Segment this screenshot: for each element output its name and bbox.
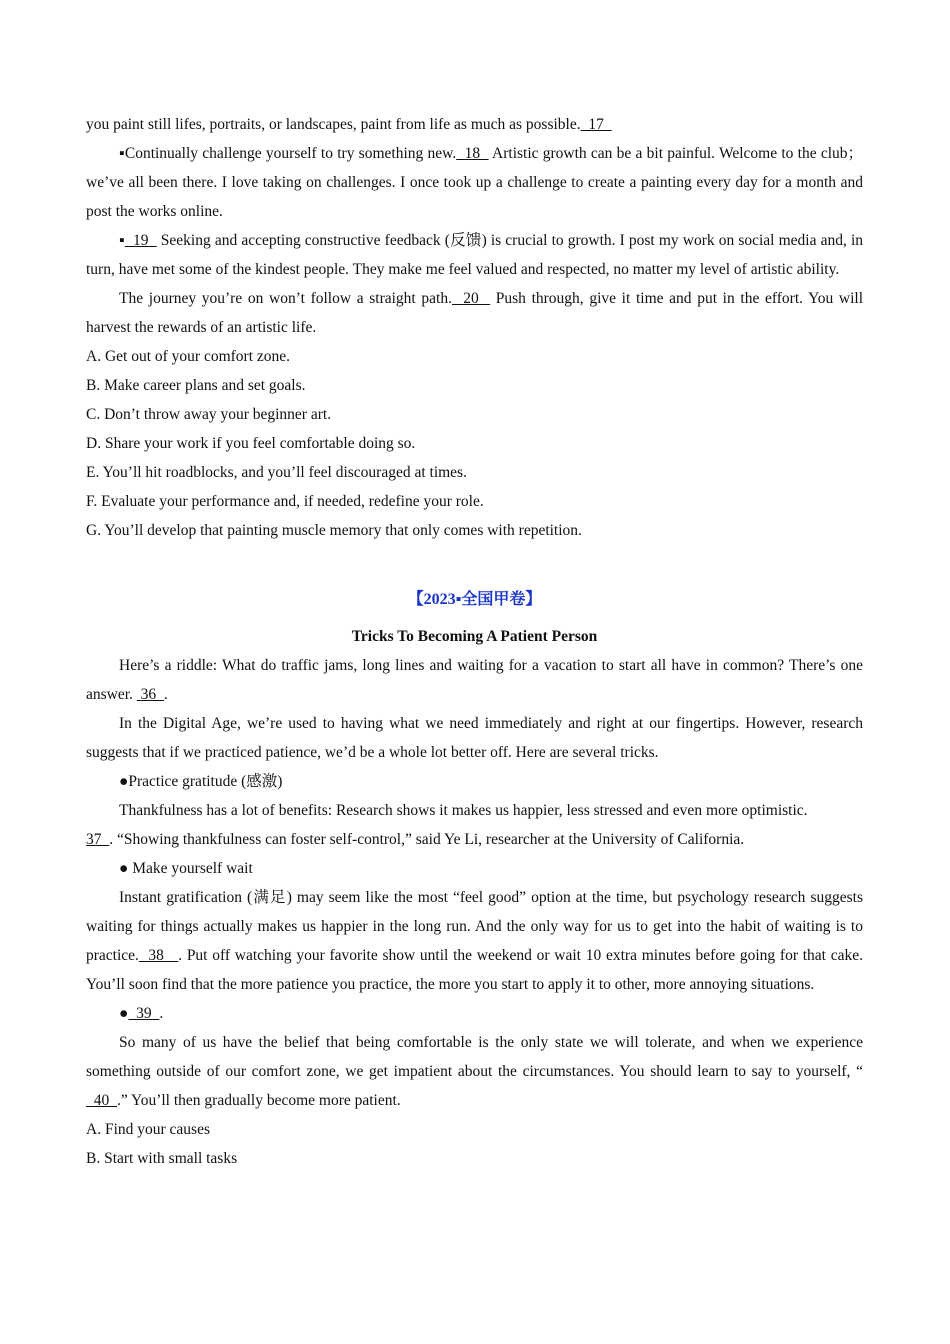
paragraph-text: ▪Continually challenge yourself to try something new. [119, 145, 457, 162]
section-gap [86, 545, 863, 585]
option-b: B. Make career plans and set goals. [86, 377, 306, 394]
paragraph-feedback [86, 226, 863, 284]
paragraph-riddle [86, 651, 863, 709]
paragraph-text: . Put off watching your favorite show until the weekend or wait 10 extra minutes before going for that cake. You’ll soon find that the more patience you practice, the more you start to apply it to other, more annoying situations. [86, 947, 864, 993]
blank-19: 19 [124, 232, 157, 249]
bullet-make-yourself-wait: ● Make yourself wait [119, 860, 253, 877]
blank-20: 20 [451, 290, 491, 307]
paragraph-text: Here’s a riddle: What do traffic jams, long lines and waiting for a vacation to start all have in common? There’s one answer. [86, 657, 863, 703]
passage-title: Tricks To Becoming A Patient Person [351, 628, 598, 645]
bullet-39 [86, 999, 863, 1028]
paragraph-text: Artistic growth can be a bit painful. Welcome to the club；we’ve all been there. I love taking on challenges. I once took up a challenge to create a painting every day for a month and post the works online. [86, 145, 864, 220]
bullet-marker: ▪ [119, 232, 125, 249]
blank-40: 40 [86, 1092, 117, 1109]
option-f: F. Evaluate your performance and, if needed, redefine your role. [86, 493, 484, 510]
paragraph-text: Instant gratification (满足) may seem like the most “feel good” option at the time, but psychology research suggests waiting for things actually makes us happier in the long run. And the only way for us to get into the habit of waiting is to practice. [86, 889, 863, 964]
bullet-gratitude: ●Practice gratitude (感激) [119, 773, 283, 790]
option-d: D. Share your work if you feel comfortable doing so. [86, 435, 416, 452]
option-b: B. Start with small tasks [86, 1150, 238, 1167]
blank-39: 39 [128, 1005, 160, 1022]
paragraph-digital-age: In the Digital Age, we’re used to having what we need immediately and right at our fingertips. However, research suggests that if we practiced patience, we’d be a whole lot better off. Here are several tricks. [86, 715, 863, 761]
paragraph-text: The journey you’re on won’t follow a straight path. [119, 290, 452, 307]
paragraph-text: Push through, give it time and put in the effort. You will harvest the rewards of an artistic life. [86, 290, 863, 336]
option-c: C. Don’t throw away your beginner art. [86, 406, 332, 423]
blank-18: 18 [456, 145, 489, 162]
paragraph-text: So many of us have the belief that being comfortable is the only state we will tolerate, and when we experience something outside of our comfort zone, we get impatient about the circumstances. You should learn to say to yourself, “ [86, 1034, 863, 1080]
paragraph-continued [86, 110, 863, 139]
paragraph-instant-gratification [86, 883, 863, 999]
paragraph-text: . “Showing thankfulness can foster self-control,” said Ye Li, researcher at the University of California. [109, 831, 745, 848]
option-a: A. Get out of your comfort zone. [86, 348, 291, 365]
blank-36: 36 [136, 686, 164, 703]
paragraph-text: Thankfulness has a lot of benefits: Research shows it makes us happier, less stressed and even more optimistic. [119, 802, 808, 819]
paragraph-comfort-zone [86, 1028, 863, 1115]
paragraph-thankfulness-cont [86, 825, 863, 854]
document-page [86, 110, 863, 1173]
paragraph-text: Seeking and accepting constructive feedback (反馈) is crucial to growth. I post my work on social media and, in turn, have met some of the kindest people. They make me feel valued and respected, no matter my level of artistic ability. [86, 232, 863, 278]
option-g: G. You’ll develop that painting muscle memory that only comes with repetition. [86, 522, 582, 539]
paragraph-thankfulness [86, 796, 863, 825]
blank-38: 38 [138, 947, 179, 964]
bullet-marker: ● [119, 1005, 129, 1022]
punctuation: . [159, 1005, 164, 1022]
paragraph-challenge [86, 139, 863, 226]
blank-37: 37 [86, 831, 110, 848]
paragraph-text: .” You’ll then gradually become more patient. [117, 1092, 401, 1109]
option-a: A. Find your causes [86, 1121, 210, 1138]
paragraph-journey [86, 284, 863, 342]
punctuation: . [163, 686, 168, 703]
option-e: E. You’ll hit roadblocks, and you’ll feel discouraged at times. [86, 464, 467, 481]
section-heading: 【2023▪全国甲卷】 [407, 591, 542, 608]
paragraph-text: you paint still lifes, portraits, or landscapes, paint from life as much as possible. [86, 116, 581, 133]
blank-17: 17 [580, 116, 612, 133]
